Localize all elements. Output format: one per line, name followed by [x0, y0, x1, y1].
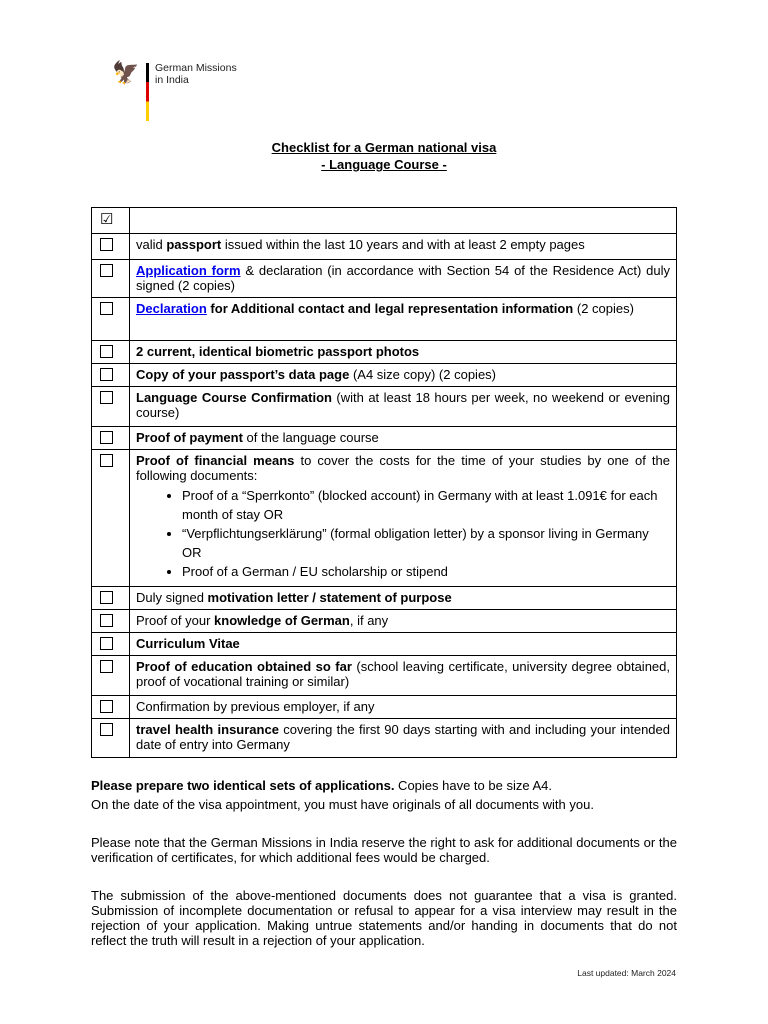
- checkbox[interactable]: [100, 302, 113, 315]
- requirement-cell: [130, 610, 677, 633]
- checkbox[interactable]: [100, 431, 113, 444]
- requirement-text: (A4 size copy) (2 copies): [349, 367, 497, 382]
- org-name-line1: German Missions: [155, 62, 237, 74]
- requirement-text: knowledge of German: [214, 613, 350, 628]
- checkbox[interactable]: [100, 345, 113, 358]
- page-title: Checklist for a German national visa: [271, 140, 497, 155]
- requirement-cell: [130, 719, 677, 758]
- requirement-text: 2 current, identical biometric passport photos: [136, 344, 420, 359]
- checkbox[interactable]: [100, 637, 113, 650]
- requirement-text: for Additional contact and legal representation information: [206, 301, 574, 316]
- checkbox[interactable]: [100, 591, 113, 604]
- requirement-text: covering the first 90 days starting with and including your intended date of entry into Germany: [136, 722, 670, 752]
- checkbox-cell: [92, 587, 130, 610]
- checkbox-cell: [92, 610, 130, 633]
- checklist-row: [92, 450, 677, 587]
- requirement-text: passport: [166, 237, 222, 252]
- checkbox-cell: [92, 696, 130, 719]
- requirement-cell: [130, 656, 677, 696]
- list-item: • “Verpflichtungserklärung” (formal obligation letter) by a sponsor living in Germany OR: [182, 524, 670, 562]
- checkbox[interactable]: [100, 700, 113, 713]
- checklist-row: [92, 427, 677, 450]
- note-copies-bold: Please prepare two identical sets of applications.: [91, 778, 395, 793]
- requirement-text: issued within the last 10 years and with at least 2 empty pages: [221, 237, 585, 252]
- requirement-text: (school leaving certificate, university degree obtained, proof of vocational training or similar): [136, 659, 670, 689]
- requirement-text: Proof of your: [136, 613, 215, 628]
- requirement-text: Language Course Confirmation: [136, 390, 332, 405]
- note-disclaimer: The submission of the above-mentioned documents does not guarantee that a visa is granted. Submission of incomplete documentation or refusal to appear for a visa interview may result in the rejection of your application. Making untrue statements and/or handing in documents that do not reflect the truth will result in a rejection of your application.: [91, 888, 677, 948]
- checkbox-cell: [92, 298, 130, 341]
- requirement-cell: [130, 387, 677, 427]
- requirement-cell: [130, 427, 677, 450]
- checkbox[interactable]: [100, 368, 113, 381]
- requirement-text: of the language course: [242, 430, 379, 445]
- org-name: [155, 62, 237, 86]
- requirement-text: , if any: [349, 613, 389, 628]
- table-header-row: [92, 208, 677, 234]
- requirement-cell: [130, 450, 677, 587]
- checkbox[interactable]: [100, 723, 113, 736]
- org-name-line2: in India: [155, 74, 189, 86]
- page-subtitle: - Language Course -: [321, 157, 447, 172]
- requirement-text: Proof of financial means: [136, 453, 295, 468]
- checklist-row: [92, 656, 677, 696]
- federal-eagle-icon: 🦅: [112, 60, 140, 85]
- checklist-row: [92, 633, 677, 656]
- requirement-text: motivation letter / statement of purpose: [207, 590, 452, 605]
- checkbox[interactable]: [100, 238, 113, 251]
- checklist-row: [92, 260, 677, 298]
- checkbox-cell: [92, 364, 130, 387]
- requirement-text: & declaration (in accordance with Section 54 of the Residence Act) duly signed (2 copies): [136, 263, 671, 293]
- note-additional-documents: Please note that the German Missions in India reserve the right to ask for additional documents or the verification of certificates, for which additional fees would be charged.: [91, 835, 677, 865]
- checklist-row: [92, 234, 677, 260]
- german-flag-bar: [146, 63, 149, 121]
- requirement-text: Copy of your passport’s data page: [136, 367, 350, 382]
- checkbox-cell: [92, 260, 130, 298]
- requirement-text: (2 copies): [573, 301, 634, 316]
- requirement-cell: [130, 633, 677, 656]
- note-copies: [91, 778, 677, 793]
- requirement-text: (with at least 18 hours per week, no weekend or evening course): [136, 390, 670, 420]
- checklist-row: [92, 387, 677, 427]
- checkbox-cell: [92, 234, 130, 260]
- requirement-cell: [130, 341, 677, 364]
- checkbox[interactable]: [100, 660, 113, 673]
- checkbox-cell: [92, 633, 130, 656]
- requirement-cell: [130, 364, 677, 387]
- requirement-text: Proof of education obtained so far: [136, 659, 352, 674]
- requirement-text: Curriculum Vitae: [136, 636, 240, 651]
- requirement-cell: [130, 298, 677, 341]
- requirement-cell: [130, 234, 677, 260]
- note-copies-rest: Copies have to be size A4.: [394, 778, 552, 793]
- checklist-row: [92, 696, 677, 719]
- checkbox-cell: [92, 450, 130, 587]
- last-updated: Last updated: March 2024: [577, 968, 676, 978]
- checkbox-cell: [92, 341, 130, 364]
- checkbox-cell: [92, 719, 130, 758]
- checklist-row: [92, 587, 677, 610]
- checklist-row: [92, 341, 677, 364]
- list-item: • Proof of a “Sperrkonto” (blocked account) in Germany with at least 1.091€ for each month of stay OR: [182, 486, 670, 524]
- checklist-row: [92, 364, 677, 387]
- document-link[interactable]: Application form: [136, 263, 241, 278]
- checkbox[interactable]: [100, 454, 113, 467]
- header-text-cell: [130, 208, 677, 234]
- checkbox-cell: [92, 208, 130, 234]
- checkbox-cell: [92, 656, 130, 696]
- checkbox-cell: [92, 427, 130, 450]
- note-originals: On the date of the visa appointment, you must have originals of all documents with you.: [91, 797, 594, 812]
- requirement-cell: [130, 587, 677, 610]
- financial-means-options: [136, 486, 670, 581]
- checked-box-icon: ☑: [100, 211, 114, 228]
- checklist-row: [92, 610, 677, 633]
- document-link[interactable]: Declaration: [136, 301, 207, 316]
- checklist-row: [92, 719, 677, 758]
- checkbox[interactable]: [100, 264, 113, 277]
- requirement-text: Duly signed: [136, 590, 208, 605]
- requirement-text: travel health insurance: [136, 722, 279, 737]
- checklist-table: [91, 207, 677, 758]
- checklist-row: [92, 298, 677, 341]
- requirement-text: Confirmation by previous employer, if any: [136, 699, 375, 714]
- requirement-cell: [130, 260, 677, 298]
- checkbox[interactable]: [100, 614, 113, 627]
- requirement-text: Proof of payment: [136, 430, 243, 445]
- requirement-text: valid: [136, 237, 167, 252]
- list-item: • Proof of a German / EU scholarship or stipend: [182, 562, 670, 581]
- checkbox-cell: [92, 387, 130, 427]
- requirement-cell: [130, 696, 677, 719]
- requirement-text: to cover the costs for the time of your studies by one of the following documents:: [136, 453, 670, 483]
- checkbox[interactable]: [100, 391, 113, 404]
